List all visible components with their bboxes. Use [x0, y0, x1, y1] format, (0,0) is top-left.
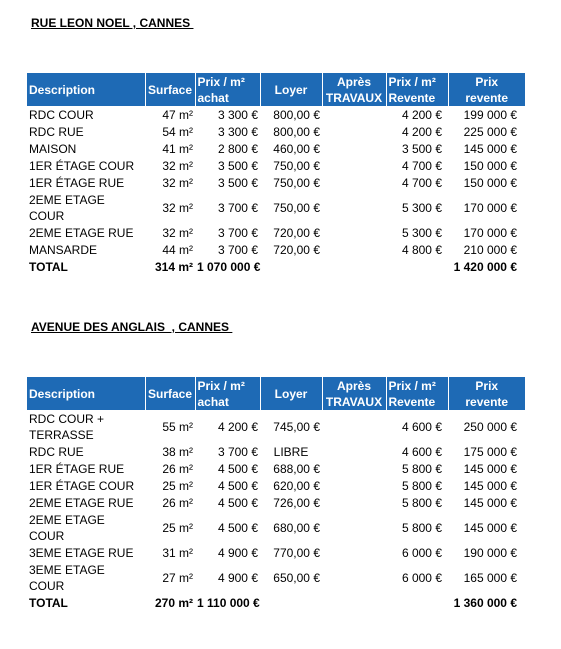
cell-loyer: 770,00 € — [273, 545, 320, 560]
header-prix-revente: Prix / m² Revente — [386, 73, 448, 106]
cell-loyer: 620,00 € — [273, 478, 320, 493]
cell-loyer: 720,00 € — [273, 242, 320, 257]
cell-travaux — [322, 123, 386, 140]
header-prix-achat: Prix / m² achat — [195, 73, 260, 106]
cell-travaux — [322, 174, 386, 191]
cell-prix-achat: 3 700 € — [217, 225, 258, 240]
cell-prix-revente: 6 000 € — [401, 570, 442, 585]
cell-prix-achat: 3 700 € — [217, 444, 258, 459]
cell-prix-achat: 4 900 € — [217, 545, 258, 560]
cell-description: 3EME ETAGE COUR — [29, 562, 105, 593]
table-row — [27, 460, 525, 477]
header-prix-revente: Prix / m² Revente — [386, 377, 448, 410]
cell-travaux — [322, 140, 386, 157]
table-row — [27, 157, 525, 174]
cell-description: 1ER ÉTAGE COUR — [29, 478, 135, 493]
cell-prix-revente: 4 600 € — [401, 419, 442, 434]
table-row — [27, 511, 525, 544]
cell-revente: 199 000 € — [463, 107, 517, 122]
cell-description: 2EME ETAGE COUR — [29, 512, 105, 543]
total-label: TOTAL — [29, 595, 68, 610]
cell-loyer: 750,00 € — [273, 175, 320, 190]
cell-surface: 47 m² — [162, 107, 193, 122]
cell-prix-achat: 3 500 € — [217, 158, 258, 173]
header-loyer: Loyer — [260, 73, 322, 106]
cell-loyer: 460,00 € — [273, 141, 320, 156]
cell-prix-achat: 3 500 € — [217, 175, 258, 190]
cell-travaux — [322, 106, 386, 123]
header-surface: Surface — [145, 73, 195, 106]
cell-prix-achat: 4 500 € — [217, 520, 258, 535]
cell-description: 2EME ETAGE RUE — [29, 495, 134, 510]
cell-revente: 190 000 € — [463, 545, 517, 560]
cell-travaux — [322, 561, 386, 594]
cell-surface: 31 m² — [162, 545, 193, 560]
table-header-row — [27, 377, 525, 410]
cell-prix-revente: 5 300 € — [401, 200, 442, 215]
cell-surface: 44 m² — [162, 242, 193, 257]
cell-prix-achat: 4 500 € — [217, 478, 258, 493]
cell-prix-achat: 4 500 € — [217, 461, 258, 476]
total-prix-achat: 1 070 000 € — [197, 259, 261, 274]
cell-travaux — [322, 477, 386, 494]
cell-surface: 26 m² — [162, 495, 193, 510]
total-row — [27, 258, 525, 275]
total-prix-achat: 1 110 000 € — [197, 595, 260, 610]
cell-prix-revente: 4 600 € — [401, 444, 442, 459]
cell-loyer: 745,00 € — [273, 419, 320, 434]
cell-loyer: 680,00 € — [273, 520, 320, 535]
cell-revente: 250 000 € — [463, 419, 517, 434]
cell-travaux — [322, 460, 386, 477]
cell-description: 1ER ÉTAGE RUE — [29, 461, 125, 476]
cell-prix-achat: 3 300 € — [217, 107, 258, 122]
cell-surface: 32 m² — [162, 158, 193, 173]
cell-surface: 26 m² — [162, 461, 193, 476]
table-row — [27, 123, 525, 140]
cell-prix-revente: 6 000 € — [401, 545, 442, 560]
cell-description: RDC COUR — [29, 107, 94, 122]
cell-prix-achat: 3 300 € — [217, 124, 258, 139]
cell-surface: 32 m² — [162, 175, 193, 190]
cell-prix-revente: 5 300 € — [401, 225, 442, 240]
table-row — [27, 224, 525, 241]
cell-revente: 210 000 € — [463, 242, 517, 257]
cell-travaux — [322, 224, 386, 241]
table-row — [27, 494, 525, 511]
cell-prix-revente: 5 800 € — [401, 495, 442, 510]
cell-description: RDC COUR + TERRASSE — [29, 411, 105, 442]
cell-surface: 25 m² — [162, 520, 193, 535]
cell-loyer: 688,00 € — [273, 461, 320, 476]
cell-revente: 165 000 € — [463, 570, 517, 585]
cell-prix-achat: 3 700 € — [217, 242, 258, 257]
cell-revente: 170 000 € — [463, 200, 517, 215]
cell-prix-achat: 4 900 € — [217, 570, 258, 585]
cell-revente: 150 000 € — [463, 158, 517, 173]
cell-description: 1ER ÉTAGE RUE — [29, 175, 125, 190]
cell-loyer: 750,00 € — [273, 158, 320, 173]
cell-description: 2EME ETAGE COUR — [29, 192, 105, 223]
cell-surface: 25 m² — [162, 478, 193, 493]
header-prix-achat: Prix / m² achat — [195, 377, 260, 410]
table-row — [27, 174, 525, 191]
total-revente: 1 420 000 € — [453, 259, 517, 274]
cell-surface: 38 m² — [162, 444, 193, 459]
cell-prix-achat: 4 200 € — [217, 419, 258, 434]
cell-loyer: LIBRE — [273, 444, 309, 459]
cell-prix-revente: 4 200 € — [401, 124, 442, 139]
cell-revente: 175 000 € — [463, 444, 517, 459]
cell-revente: 225 000 € — [463, 124, 517, 139]
table-row — [27, 106, 525, 123]
cell-description: 2EME ETAGE RUE — [29, 225, 134, 240]
cell-loyer: 800,00 € — [273, 107, 320, 122]
cell-travaux — [322, 494, 386, 511]
table-row — [27, 443, 525, 460]
cell-prix-achat: 3 700 € — [217, 200, 258, 215]
cell-prix-revente: 4 700 € — [401, 175, 442, 190]
property-table-avenue-des-anglais — [27, 377, 525, 611]
table-row — [27, 544, 525, 561]
cell-travaux — [322, 241, 386, 258]
cell-description: 1ER ÉTAGE COUR — [29, 158, 135, 173]
table-header-row — [27, 73, 525, 106]
cell-prix-revente: 4 800 € — [401, 242, 442, 257]
header-loyer: Loyer — [260, 377, 322, 410]
total-label: TOTAL — [29, 259, 68, 274]
header-revente: Prix revente — [448, 73, 525, 106]
total-surface: 270 m² — [154, 595, 193, 610]
cell-description: MAISON — [29, 141, 77, 156]
property-table-rue-leon-noel — [27, 73, 525, 275]
cell-travaux — [322, 157, 386, 174]
cell-loyer: 650,00 € — [273, 570, 320, 585]
cell-description: 3EME ETAGE RUE — [29, 545, 134, 560]
property-title-rue-leon-noel: RUE LEON NOEL , CANNES — [31, 16, 194, 30]
table-row — [27, 140, 525, 157]
header-description: Description — [27, 73, 145, 106]
cell-loyer: 720,00 € — [273, 225, 320, 240]
cell-surface: 54 m² — [162, 124, 193, 139]
cell-description: MANSARDE — [29, 242, 98, 257]
cell-surface: 55 m² — [162, 419, 193, 434]
cell-loyer: 800,00 € — [273, 124, 320, 139]
cell-prix-revente: 5 800 € — [401, 461, 442, 476]
table-row — [27, 191, 525, 224]
cell-revente: 145 000 € — [463, 520, 517, 535]
header-travaux: Après TRAVAUX — [322, 73, 386, 106]
table-row — [27, 561, 525, 594]
cell-prix-achat: 4 500 € — [217, 495, 258, 510]
cell-revente: 145 000 € — [463, 495, 517, 510]
cell-surface: 32 m² — [162, 200, 193, 215]
cell-surface: 27 m² — [162, 570, 193, 585]
header-surface: Surface — [145, 377, 195, 410]
header-revente: Prix revente — [448, 377, 525, 410]
cell-description: RDC RUE — [29, 444, 84, 459]
total-revente: 1 360 000 € — [453, 595, 517, 610]
header-travaux: Après TRAVAUX — [322, 377, 386, 410]
cell-travaux — [322, 511, 386, 544]
property-title-avenue-des-anglais: AVENUE DES ANGLAIS , CANNES — [31, 320, 233, 334]
cell-revente: 170 000 € — [463, 225, 517, 240]
total-row — [27, 594, 525, 611]
total-surface: 314 m² — [154, 259, 193, 274]
cell-prix-revente: 3 500 € — [401, 141, 442, 156]
table-row — [27, 241, 525, 258]
table-row — [27, 477, 525, 494]
cell-revente: 150 000 € — [463, 175, 517, 190]
cell-prix-achat: 2 800 € — [217, 141, 258, 156]
cell-surface: 32 m² — [162, 225, 193, 240]
cell-prix-revente: 4 200 € — [401, 107, 442, 122]
header-description: Description — [27, 377, 145, 410]
cell-prix-revente: 5 800 € — [401, 478, 442, 493]
cell-loyer: 750,00 € — [273, 200, 320, 215]
table-row — [27, 410, 525, 443]
cell-surface: 41 m² — [162, 141, 193, 156]
cell-description: RDC RUE — [29, 124, 84, 139]
cell-travaux — [322, 544, 386, 561]
cell-revente: 145 000 € — [463, 141, 517, 156]
cell-prix-revente: 4 700 € — [401, 158, 442, 173]
cell-loyer: 726,00 € — [273, 495, 320, 510]
cell-revente: 145 000 € — [463, 478, 517, 493]
cell-prix-revente: 5 800 € — [401, 520, 442, 535]
cell-revente: 145 000 € — [463, 461, 517, 476]
cell-travaux — [322, 191, 386, 224]
cell-travaux — [322, 443, 386, 460]
cell-travaux — [322, 410, 386, 443]
